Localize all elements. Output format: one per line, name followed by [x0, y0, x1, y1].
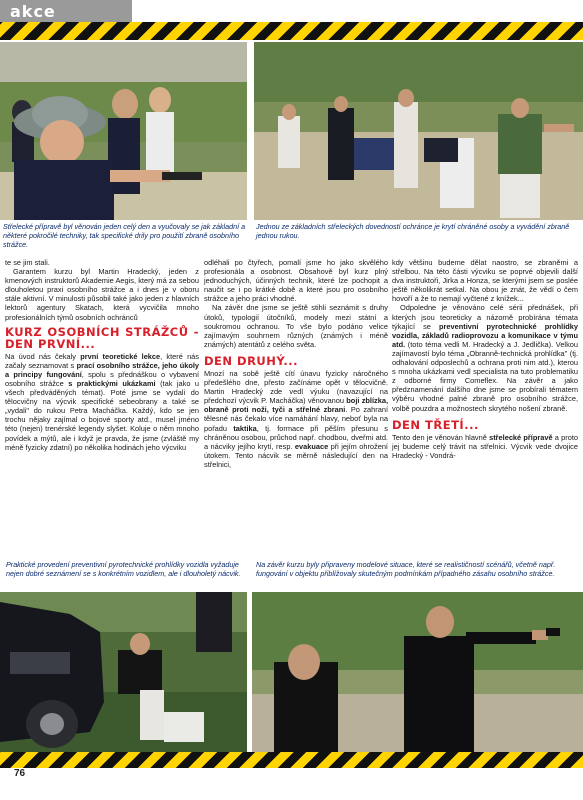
heading-day-two: DEN DRUHÝ... [204, 353, 298, 368]
article-column-2 [204, 258, 388, 469]
hazard-stripe-top [0, 22, 583, 40]
article-column-1 [5, 258, 199, 452]
page-number: 76 [14, 768, 26, 779]
section-tag: akce [0, 0, 132, 24]
paragraph: odléhali po čtyřech, pomalí jsme ho jako skvělého profesionála a osobnost. Obsahově byl kurz plný jednoduchých, účinných technik, které lze pochopit a naučit se i po krátké době a které jsou pro osobního strážce a jeho práci vhodné. [204, 258, 388, 304]
paragraph: Garantem kurzu byl Martin Hradecký, jeden z kmenových instruktorů Akademie Aegis, který má za sebou dlouholetou praxi osobního strážce a i dnes je v oboru stále aktivní. V minulosti působil také jako jeden z hlavních lektorů agentury Skatach, která vycvičila mnoho profesionálních týmů osobních ochránců [5, 267, 199, 322]
photo-cover-drill [254, 42, 583, 220]
hazard-stripe-bottom [0, 752, 583, 768]
paragraph: Tento den je věnován hlavně střelecké přípravě a proto jej budeme celý trávit na střelnici. Výcvik vede dvojice Hradecký - Vondrá- [392, 432, 578, 460]
caption-top-right: Jednou ze základních střeleckých dovedností ochránce je krytí chráněné osoby a vyvádění zbraně jednou rukou. [256, 222, 570, 240]
caption-bottom-left: Praktické provedení preventivní pyrotechnické prohlídky vozidla vyžaduje nejen dobré seznámení se s konkrétním vozidlem, ale i dlouholetý nácvik. [6, 560, 241, 578]
caption-bottom-right: Na závěr kurzu byly připraveny modelové situace, které se realističností scénářů, včetně např. fungování v objektu přiblížovaly skutečným podmínkám případného zásahu osobního strážce. [256, 560, 556, 578]
photo-vehicle-inspection [0, 592, 247, 752]
paragraph: Odpoledne je věnováno celé sérii přednášek, při kterých jsou teoreticky a názorně probírána témata týkající se preventivní pyrotechnické prohlídky vozidla, základů radioprovozu a komunikace v týmu atd. (toto téma vedli M. Hradecký a J. Jedlička). Velkou zajímavostí bylo téma „Obranně-technická prohlídka" (tj. odhalování odposlechů a ochrana proti nim atd.), kterou s mnoha ukázkami vedl specialista na tuto problematiku z odborné firmy Comeflex. Na závěr a jako předznamenání dalšího dne jsme se probírali tématem výběru vhodné palné zbraně pro osobního strážce, volbě pouzdra a možnostech skrytého nošení zbraně. [392, 303, 578, 413]
paragraph: kdy většinu budeme dělat naostro, se zbraněmi a střelbou. Na této části výcviku se poprvé objevili další dva instruktoři, Jirka a Honza, se kterými jsem se poslée ještě několikrát setkal. Na obou je znát, že vědí o čem hovoří a že to nemají vyčtené z knížek... [392, 258, 578, 304]
heading-day-three: DEN TŘETÍ... [392, 417, 479, 432]
article-column-3 [392, 258, 578, 460]
caption-top-left: Střelecké přípravě byl věnován jeden celý den a vyučovaly se jak základní a některé pokročilé techniky, tak specifické drily pro použití zbraně osobního strážce. [3, 222, 246, 249]
photo-shooting-line [0, 42, 247, 220]
paragraph: Na závěr dne jsme se ještě stihli seznámit s druhy útoků, typologií útočníků, modely mezi státní a soukromou ochranou. To vše bylo podáno velice zajímavým souhrnem různých (známých i méně známých) atentátů z celého světa. [204, 303, 388, 349]
heading-day-one: KURZ OSOBNÍCH STRÁŽCŮ - DEN PRVNÍ... [5, 324, 199, 351]
paragraph: Na úvod nás čekaly první teoretické lekce, které nás začaly seznamovat s prací osobního strážce, jeho úkoly a principy fungování, spolu s přednáškou o vybavení osobního strážce s praktickými ukázkami (tak jako u všech předváděných témat). Poté jsme se vydali do tělocvičny na výcvik specifické sebeobrany a také se „vydali" do rukou Petra Macháčka. Každý, kdo se jen trochu nějaky zajímal o bojové sporty atd., musel jméno této (nejen) trenérské legendy slyšet. Koluje o něm mnoho povídek a mýtů, ale i když je pravda, že jsme (zvláště my méně fyzicky zdatní) po několika hodinách jeho výcviku [5, 351, 200, 452]
photo-model-situation [252, 592, 583, 752]
paragraph: te se jim stali. [5, 258, 50, 267]
paragraph: Mnozí na sobě ještě cítí únavu fyzicky náročného předešlého dne, přesto začínáme opět v tělocvičně. Martin Hradecký zde vedl výuku (navazující na předchozí výcvik P. Macháčka) věnovanou boji zblízka, obraně proti noži, tyči a střelné zbrani. Po zahraní tělesné nás čekalo více namáhání hlavy, neboť byla na pořadu taktika, tj. formace při pěším přesunu s chráněnou osobou, průchod např. chodbou, dveřmi atd. a nácviky jejího krytí, resp. evakuace při jejím ohrožení útokem. Tento nácvik se měrně následující den na střelnici, [204, 368, 388, 469]
